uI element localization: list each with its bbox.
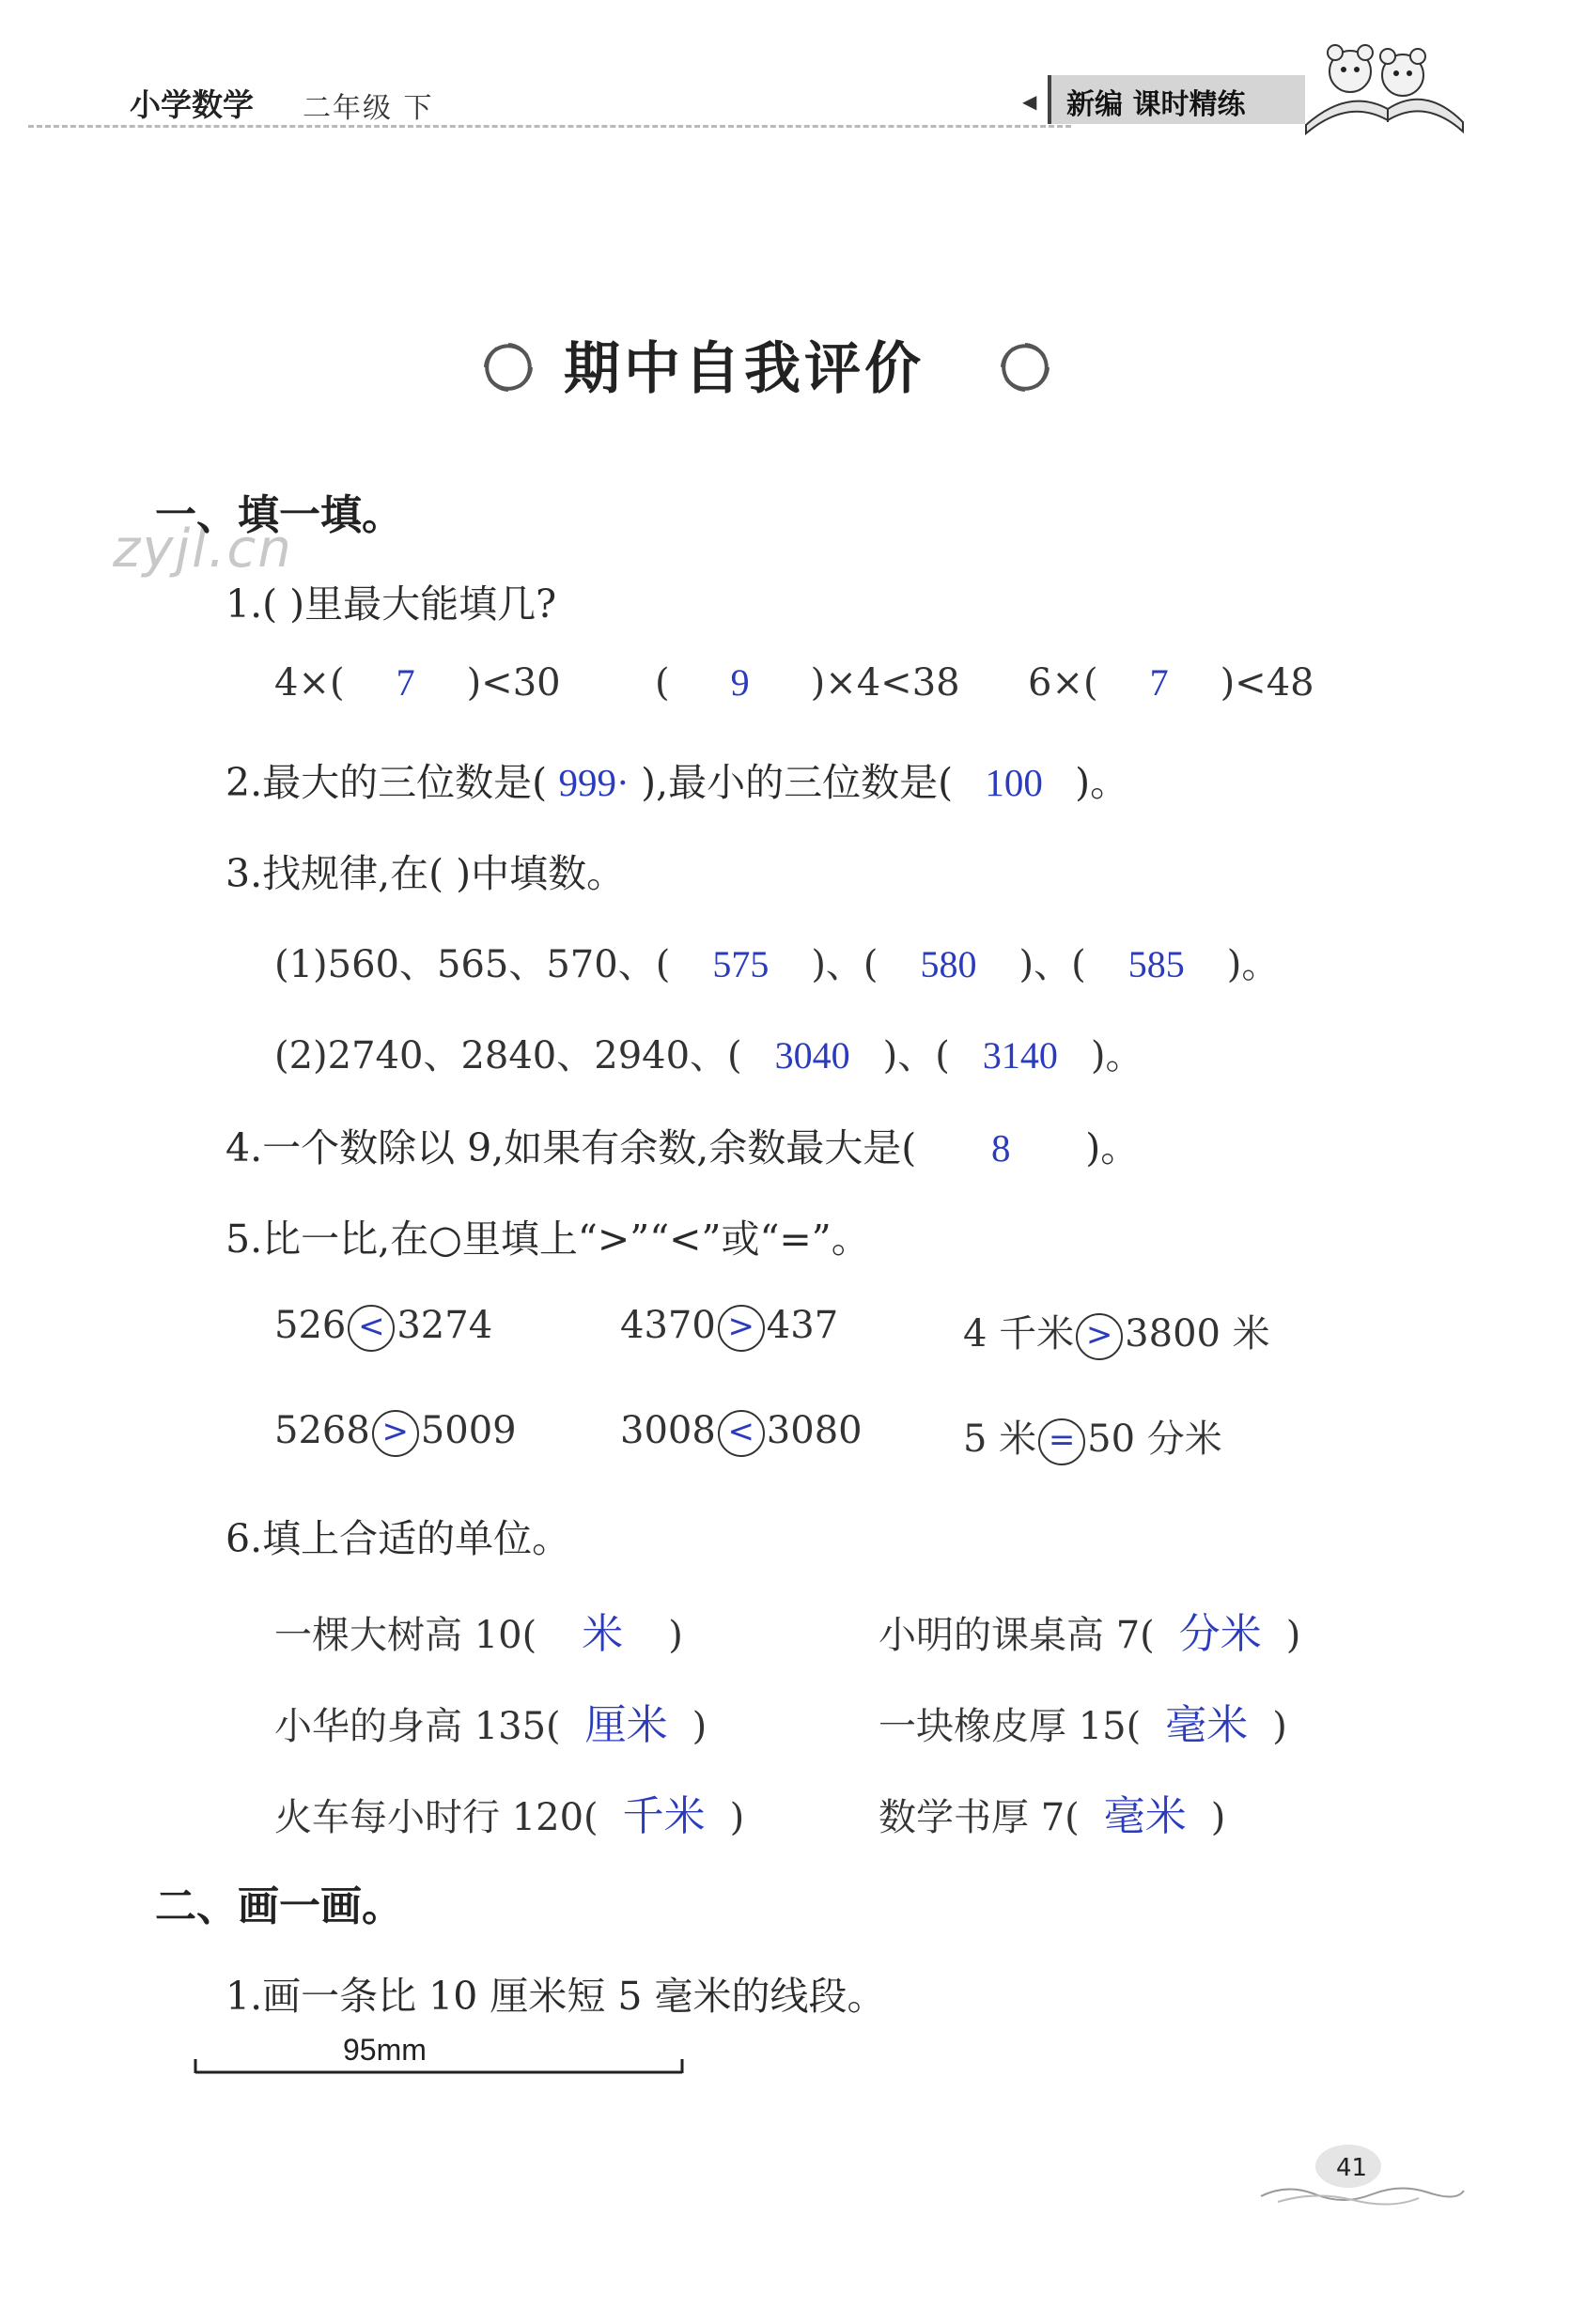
q6-item-1: 一棵大树高 10( 米 ) [274, 1611, 683, 1657]
header-grade: 二年级 下 [303, 92, 434, 125]
q6-item-3: 小华的身高 135( 厘米 ) [274, 1702, 707, 1748]
comparison-circle: = [1038, 1418, 1085, 1465]
bears-reading-book-icon [1301, 36, 1470, 139]
q5-item-6: 5 米 = 50 分米 [963, 1409, 1222, 1465]
s2-q1-text: 1.画一条比 10 厘米短 5 毫米的线段。 [225, 1974, 886, 2019]
q5-text: 5.比一比,在○里填上“>”“<”或“=”。 [225, 1216, 870, 1262]
page-title: 期中自我评价 [564, 336, 925, 402]
q3-line-2: (2)2740、2840、2940、( 3040 )、( 3140 )。 [274, 1034, 1143, 1077]
comparison-circle: < [348, 1305, 395, 1352]
line-segment-label: 95mm [343, 2033, 427, 2067]
q1-item-2: ( 9 )×4<38 [655, 661, 960, 705]
brand-text: 新编 课时精练 [1066, 88, 1246, 121]
swirl-ornament-right-icon [994, 336, 1056, 398]
q1-item-3: 6×( 7 )<48 [1028, 661, 1314, 705]
header-subject: 小学数学 [130, 86, 254, 123]
q5-item-1: 526 < 3274 [274, 1304, 492, 1352]
watermark: zyjl.cn [113, 519, 293, 580]
swirl-ornament-left-icon [477, 336, 539, 398]
q6-item-4: 一块橡皮厚 15( 毫米 ) [879, 1702, 1287, 1748]
triangle-left-icon: ◀ [1022, 90, 1037, 113]
comparison-circle: < [718, 1410, 765, 1457]
q4-line: 4.一个数除以 9,如果有余数,余数最大是( 8 )。 [225, 1125, 1140, 1170]
section1-heading: 一、填一填。 [155, 491, 403, 539]
line-segment-drawing [188, 2048, 695, 2085]
comparison-circle: > [718, 1305, 765, 1352]
wave-ornament-icon [1259, 2179, 1466, 2208]
q5-item-5: 3008 < 3080 [620, 1409, 863, 1457]
q6-item-6: 数学书厚 7( 毫米 ) [879, 1793, 1226, 1839]
q6-item-2: 小明的课桌高 7( 分米 ) [879, 1611, 1301, 1657]
q5-item-2: 4370 > 437 [620, 1304, 838, 1352]
comparison-circle: > [372, 1410, 419, 1457]
q1-text: 1.( )里最大能填几? [225, 581, 557, 627]
q3-text: 3.找规律,在( )中填数。 [225, 851, 626, 896]
q3-line-1: (1)560、565、570、( 575 )、( 580 )、( 585 )。 [274, 943, 1280, 986]
q5-item-4: 5268 > 5009 [274, 1409, 517, 1457]
q1-item-1: 4×( 7 )<30 [274, 661, 561, 705]
q6-item-5: 火车每小时行 120( 千米 ) [274, 1793, 745, 1839]
comparison-circle: > [1076, 1313, 1123, 1360]
page-number: 41 [1336, 2154, 1368, 2182]
q2-line: 2.最大的三位数是( 999· ),最小的三位数是( 100 )。 [225, 760, 1129, 805]
section2-heading: 二、画一画。 [155, 1882, 403, 1930]
q6-text: 6.填上合适的单位。 [225, 1516, 571, 1561]
q5-item-3: 4 千米 > 3800 米 [963, 1304, 1270, 1360]
header-divider [28, 125, 1071, 128]
